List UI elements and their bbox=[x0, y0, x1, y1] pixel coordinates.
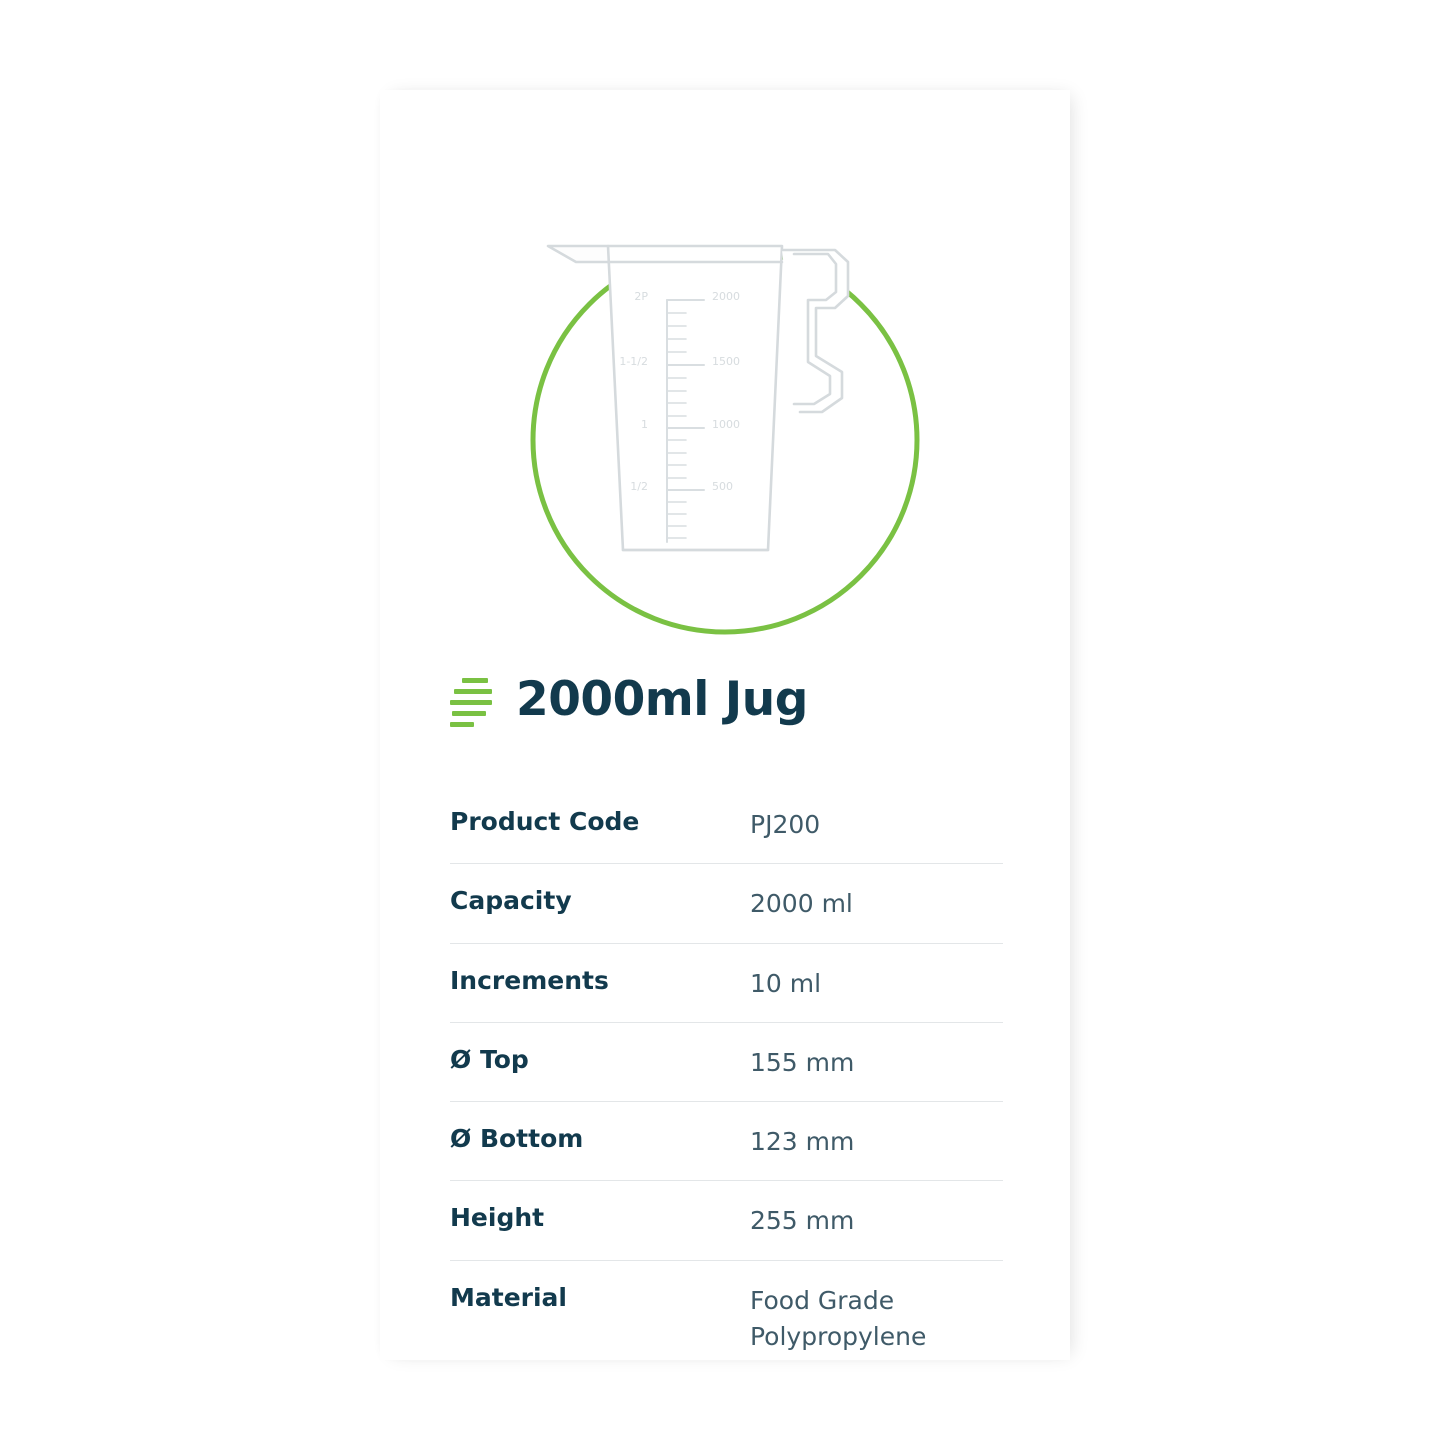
svg-text:500: 500 bbox=[712, 480, 733, 493]
spec-label: Ø Top bbox=[450, 1044, 529, 1074]
table-row bbox=[450, 785, 1003, 864]
spec-label: Ø Bottom bbox=[450, 1124, 584, 1153]
spec-value: 155 mm bbox=[750, 1047, 855, 1077]
spec-label: Material bbox=[450, 1282, 567, 1312]
product-image bbox=[380, 150, 1070, 650]
spec-label: Product Code bbox=[450, 807, 640, 836]
spec-value: 255 mm bbox=[750, 1206, 855, 1236]
spec-value: 2000 ml bbox=[750, 889, 853, 919]
svg-text:1000: 1000 bbox=[712, 418, 740, 431]
svg-text:1/2: 1/2 bbox=[630, 480, 648, 493]
table-row bbox=[450, 864, 1003, 943]
jug-outline bbox=[548, 246, 848, 550]
svg-text:1500: 1500 bbox=[712, 355, 740, 368]
spec-label: Capacity bbox=[450, 886, 572, 916]
svg-text:2000: 2000 bbox=[712, 290, 740, 303]
spec-value: 10 ml bbox=[750, 968, 822, 998]
table-row bbox=[450, 1102, 1003, 1181]
page-title-row bbox=[450, 672, 808, 727]
spec-label: Height bbox=[450, 1203, 545, 1233]
table-row bbox=[450, 1181, 1003, 1260]
table-row bbox=[450, 943, 1003, 1022]
spec-value: PJ200 bbox=[750, 810, 821, 839]
scale-lines-icon bbox=[450, 674, 492, 726]
svg-text:1: 1 bbox=[641, 418, 648, 431]
spec-value: Food Grade Polypropylene bbox=[750, 1285, 927, 1351]
spec-value: 123 mm bbox=[750, 1127, 855, 1156]
spec-table bbox=[450, 785, 1003, 1375]
page-title: 2000ml Jug bbox=[516, 672, 808, 727]
spec-label: Increments bbox=[450, 965, 609, 995]
svg-text:1-1/2: 1-1/2 bbox=[619, 355, 648, 368]
table-row bbox=[450, 1260, 1003, 1375]
svg-text:2P: 2P bbox=[634, 290, 648, 303]
table-row bbox=[450, 1022, 1003, 1101]
